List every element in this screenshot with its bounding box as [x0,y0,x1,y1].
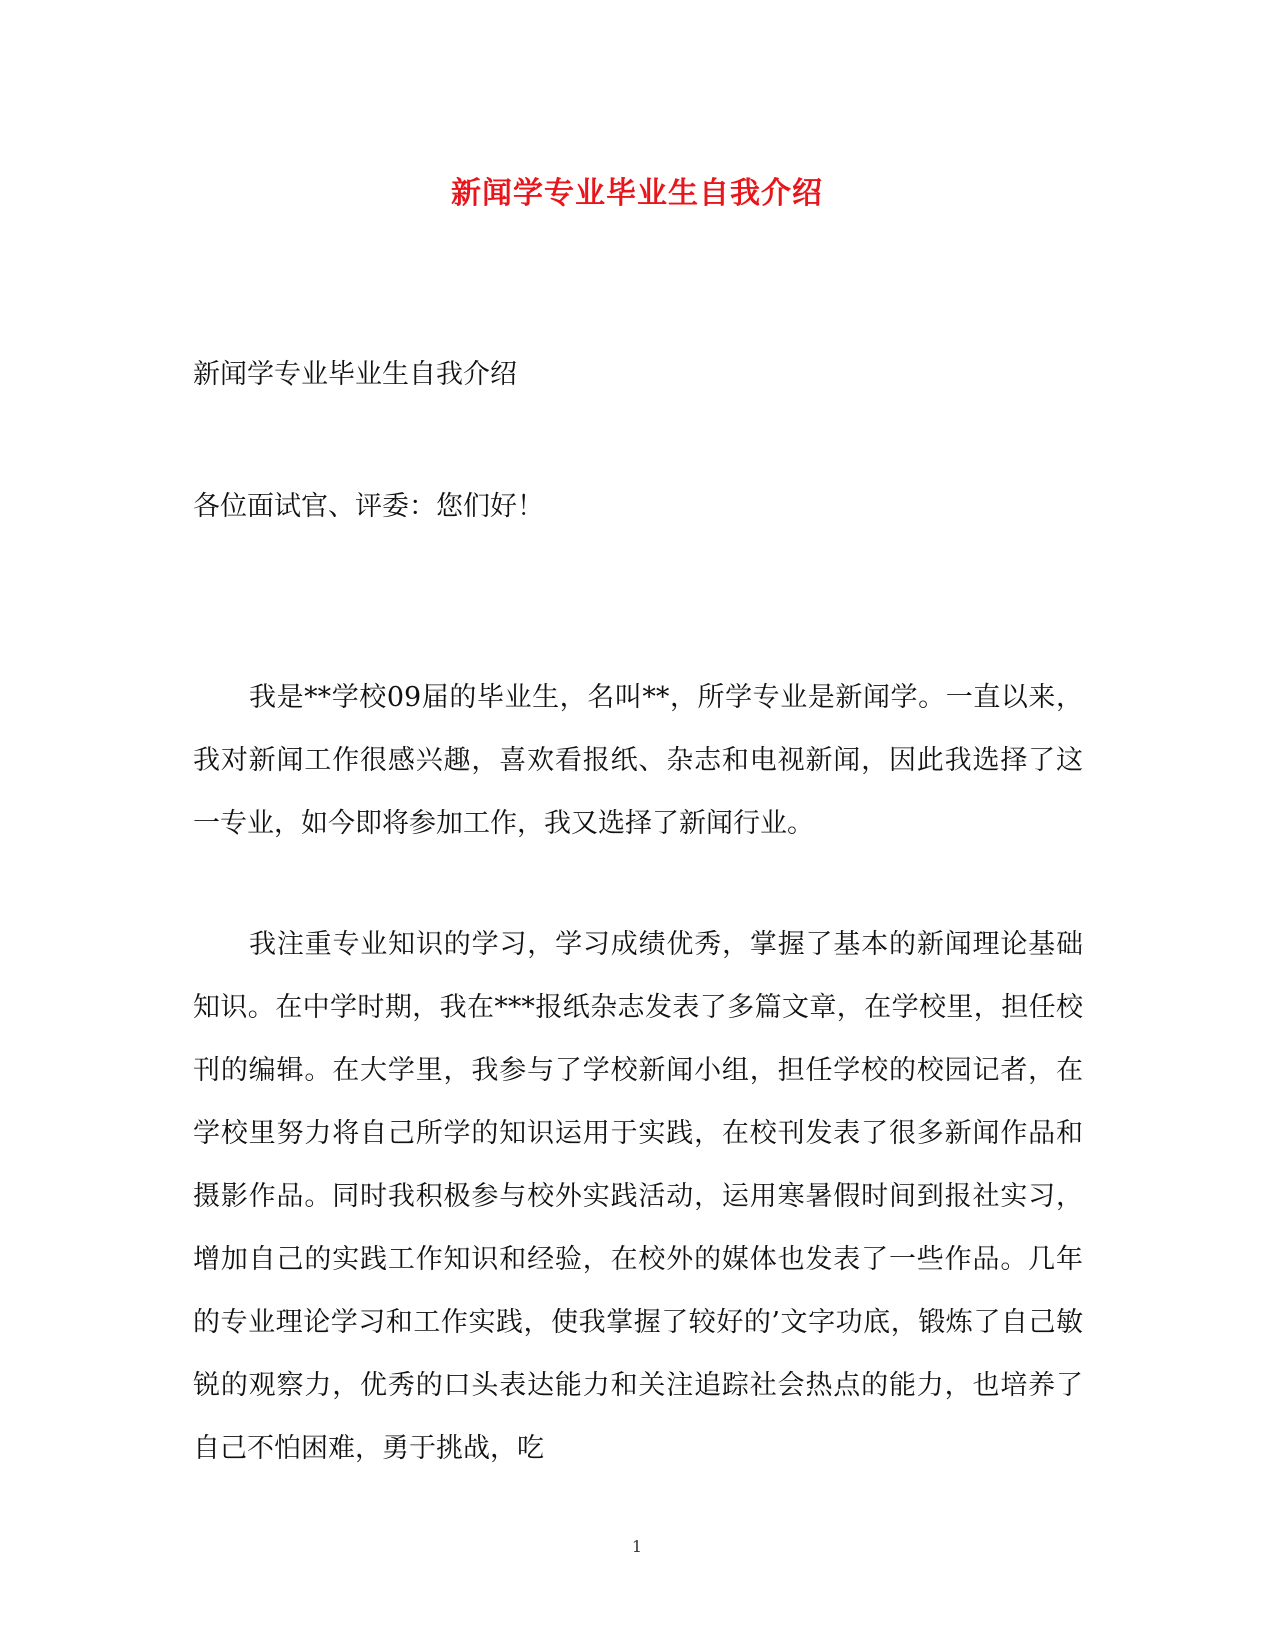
page-number: 1 [631,1537,643,1556]
document-title: 新闻学专业毕业生自我介绍 [451,176,823,211]
paragraph-2: 我注重专业知识的学习，学习成绩优秀，掌握了基本的新闻理论基础知识。在中学时期，我在***报纸杂志发表了多篇文章，在学校里，担任校刊的编辑。在大学里，我参与了学校新闻小组，担任学校的校园记者，在学校里努力将自己所学的知识运用于实践，在校刊发表了很多新闻作品和摄影作品。同时我积极参与校外实践活动，运用寒暑假时间到报社实习，增加自己的实践工作知识和经验，在校外的媒体也发表了一些作品。几年的专业理论学习和工作实践，使我掌握了较好的’文字功底，锻炼了自己敏锐的观察力，优秀的口头表达能力和关注追踪社会热点的能力，也培养了自己不怕困难，勇于挑战，吃 [193,929,1083,1464]
paragraph-1: 我是**学校09届的毕业生，名叫**，所学专业是新闻学。一直以来，我对新闻工作很感兴趣，喜欢看报纸、杂志和电视新闻，因此我选择了这一专业，如今即将参加工作，我又选择了新闻行业。 [193,682,1083,839]
greeting-line: 各位面试官、评委：您们好！ [193,491,544,522]
document-subtitle: 新闻学专业毕业生自我介绍 [193,359,517,390]
